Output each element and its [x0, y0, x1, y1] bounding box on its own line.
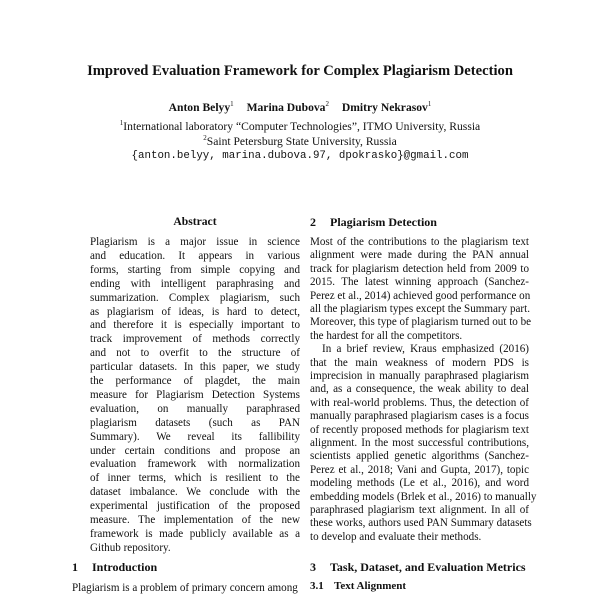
section-number: 1 — [72, 560, 78, 574]
section-heading-task-dataset — [310, 560, 526, 575]
body-line: alignment. In the most successful contributions, — [310, 437, 529, 449]
body-line: the hardest for all the competitors. — [310, 329, 463, 342]
abstract-line: particular datasets. In this paper, we study — [90, 361, 300, 374]
body-line: Most of the contributions to the plagiarism text — [310, 236, 529, 248]
body-line: that the main weakness of modern PDS is — [310, 356, 529, 369]
body-line: track for plagiarism detection held from 2009 to — [310, 262, 529, 275]
body-line: In a brief review, Kraus emphasized (2016) — [322, 343, 529, 356]
affiliation-1 — [0, 120, 600, 133]
intro-first-line: Plagiarism is a problem of primary concern among — [72, 582, 298, 594]
body-line: manually paraphrased plagiarism cases is a focus — [310, 410, 529, 423]
body-line: 2015. The latest winning approach (Sanchez- — [310, 276, 529, 289]
subsection-title: Text Alignment — [334, 580, 407, 592]
section-number: 2 — [310, 215, 316, 229]
abstract-line: summarization. Complex plagiarism, such — [90, 291, 300, 304]
abstract-line: evaluation framework with normalization — [90, 458, 300, 471]
abstract-line: Plagiarism is a major issue in science — [90, 236, 300, 248]
body-line: all the plagiarism types except the Summary part. — [310, 303, 530, 315]
section-heading-introduction — [72, 560, 157, 575]
section-title: Plagiarism Detection — [330, 215, 437, 229]
body-line: imprecision in manually paraphrased plagiarism — [310, 370, 529, 382]
body-line: with real-world problems. Thus, the detection of — [310, 396, 529, 409]
body-line: Perez et al., 2014) achieved good performance on — [310, 289, 531, 302]
author-name: Dmitry Nekrasov — [341, 101, 428, 114]
abstract-line: measure for Plagiarism Detection Systems — [90, 388, 300, 401]
abstract-line: framework is made publicly available as a — [90, 527, 300, 540]
abstract-line: ending with intelligent paraphrasing and — [90, 277, 300, 290]
author-affiliation-mark: 1 — [427, 100, 432, 108]
abstract-heading: Abstract — [173, 215, 217, 228]
affiliation-mark: 2 — [203, 134, 207, 142]
abstract-line: the performance of plagdet, the main — [90, 375, 300, 387]
affiliation-2 — [0, 135, 600, 148]
abstract-line: track improvement of methods correctly — [90, 333, 300, 346]
body-line: scientists applied genetic algorithms (Sanchez- — [310, 450, 529, 463]
body-line: and, as a consequence, the weak ability to deal — [310, 383, 529, 396]
abstract-line: Summary). We reveal its fallibility — [90, 430, 300, 443]
subsection-heading-text-alignment — [310, 580, 406, 592]
body-line: embedding models (Brlek et al., 2016) to manually — [310, 490, 537, 503]
abstract-line: Github repository. — [90, 541, 171, 554]
author-affiliation-mark: 2 — [325, 100, 329, 108]
body-line: Moreover, this type of plagiarism turned out to be — [310, 316, 532, 329]
abstract-line: measure. The implementation of the new — [90, 514, 300, 526]
affiliation-text: International laboratory “Computer Technologies”, ITMO University, Russia — [123, 120, 481, 133]
section-number: 3 — [310, 560, 316, 574]
abstract-line: and not to overfit to the structure of — [90, 347, 300, 360]
abstract-line: as plagiarism of ideas, is hard to detect, — [90, 305, 300, 318]
abstract-line: under certain conditions and propose an — [90, 444, 300, 457]
abstract-line: dataset imbalance. We conclude with the — [90, 486, 300, 499]
abstract-line: of inner terms, which is resilient to the — [90, 472, 300, 485]
affiliation-mark: 1 — [119, 119, 124, 127]
abstract-line: experimental justification of the proposed — [90, 500, 300, 513]
affiliation-text: Saint Petersburg State University, Russia — [206, 135, 397, 148]
author-list — [0, 101, 600, 114]
author-affiliation-mark: 1 — [230, 100, 234, 108]
abstract-line: plagiarism datasets (such as PAN — [90, 416, 300, 429]
author-emails: {anton.belyy, marina.dubova.97, dpokrasko}@gmail.com — [131, 150, 469, 162]
section-title: Task, Dataset, and Evaluation Metrics — [330, 560, 526, 574]
section-title: Introduction — [92, 560, 158, 574]
body-line: alignment were made during the PAN annual — [310, 249, 529, 262]
body-line: these works, authors used PAN Summary datasets — [310, 517, 532, 530]
body-line: to develop and evaluate their methods. — [310, 530, 482, 543]
abstract-line: forms, starting from simple copying and — [90, 263, 300, 276]
section-heading-plagiarism-detection — [310, 215, 437, 230]
paper-title: Improved Evaluation Framework for Complex Plagiarism Detection — [87, 63, 513, 79]
subsection-number: 3.1 — [310, 580, 324, 592]
body-line: modeling methods (Le et al., 2016), and word — [310, 477, 529, 490]
author-name: Marina Dubova — [246, 101, 326, 114]
abstract-line: evaluation, on manually paraphrased — [90, 402, 300, 415]
author-name: Anton Belyy — [168, 101, 231, 114]
body-line: Perez et al., 2018; Vani and Gupta, 2017), topic — [310, 463, 529, 476]
abstract-line: and therefore it is especially important to — [90, 319, 300, 332]
body-line: of recently proposed methods for plagiarism text — [310, 423, 529, 436]
body-line: paraphrased plagiarism text alignment. In all of — [310, 504, 529, 516]
abstract-line: and education. It appears in various — [90, 249, 300, 262]
